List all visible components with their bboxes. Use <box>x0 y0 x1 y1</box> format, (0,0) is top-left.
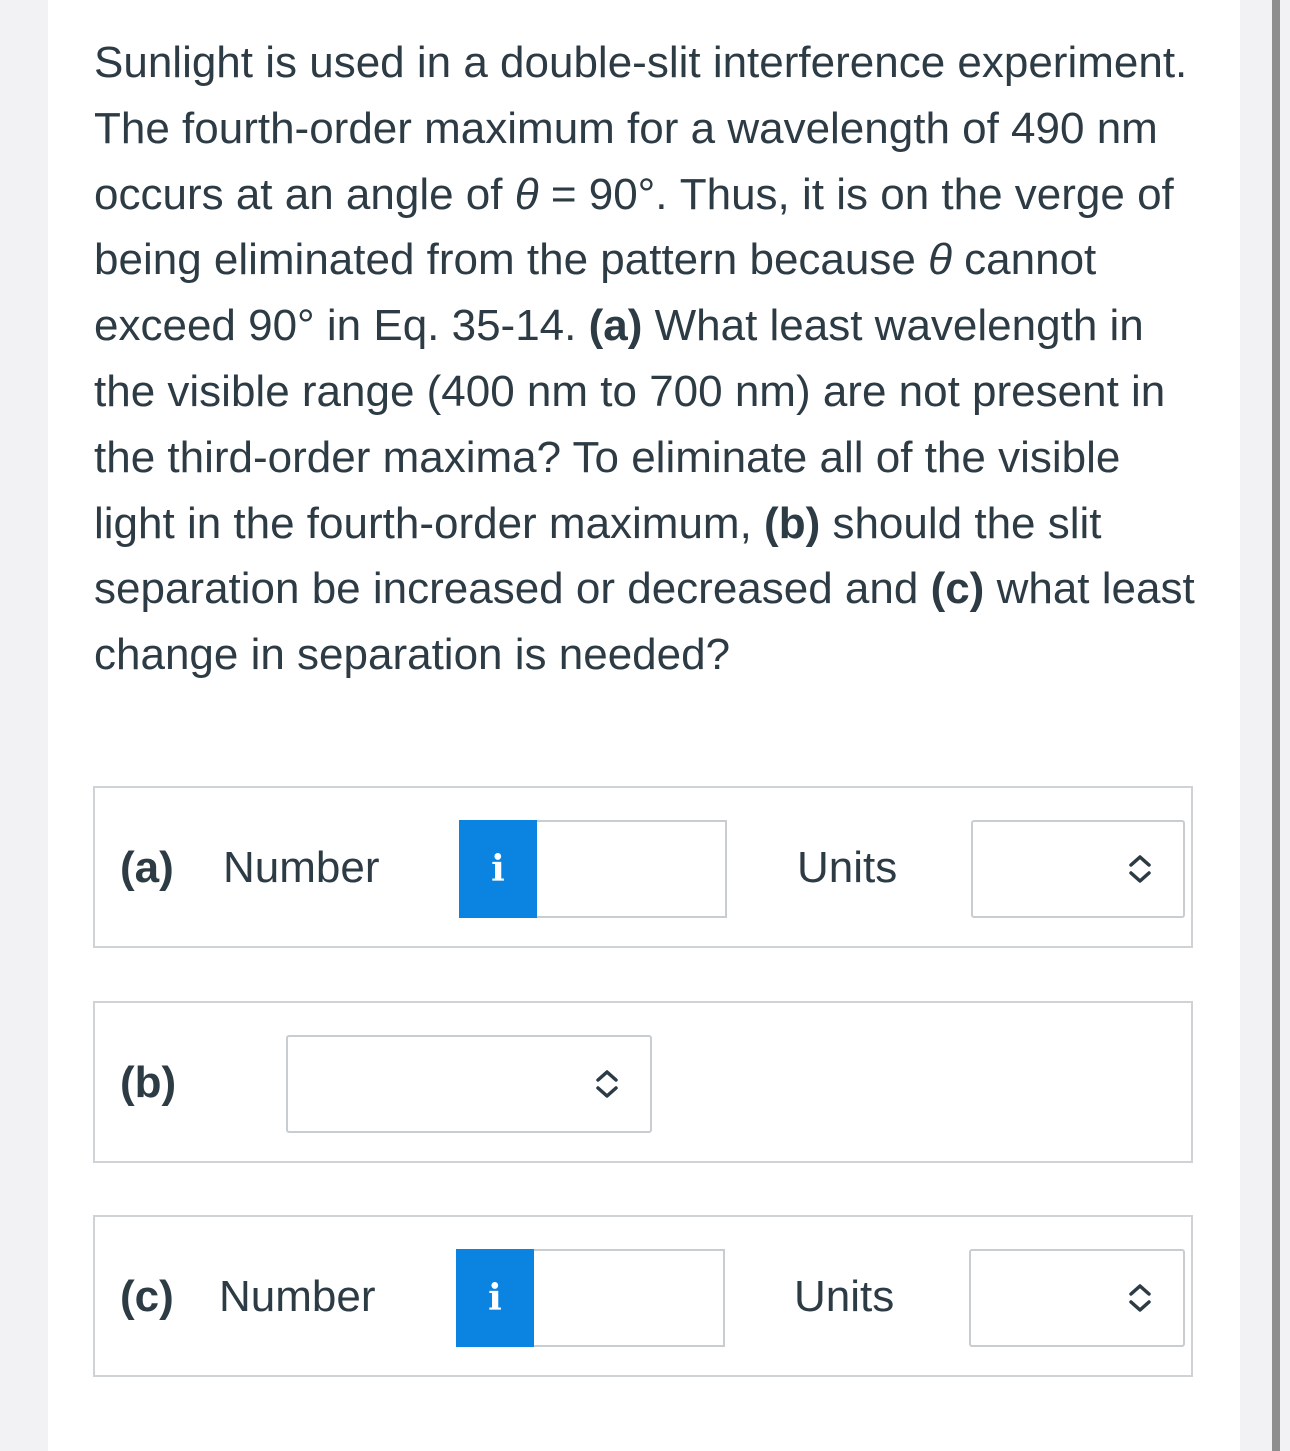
scrollbar[interactable] <box>1272 0 1280 1451</box>
question-part: cannot exceed 90° in Eq. 35-14. <box>94 235 1097 351</box>
question-part: What least wavelength in the visible range (400 nm to 700 nm) are not present in the third-order maxima? To eliminate all of the visible light in the fourth-order maximum, <box>94 301 1166 548</box>
question-part-b-label: (b) <box>764 498 821 548</box>
number-input-c[interactable] <box>534 1249 725 1347</box>
units-label: Units <box>797 843 898 892</box>
theta-symbol: θ <box>514 169 539 219</box>
units-label: Units <box>794 1272 895 1321</box>
theta-symbol: θ <box>928 235 952 285</box>
question-part: should the slit separation be increased or decreased and <box>94 498 1102 614</box>
part-c-label: (c) <box>120 1272 174 1321</box>
number-label: Number <box>223 843 380 892</box>
number-input-a[interactable] <box>537 820 727 918</box>
info-icon-button[interactable]: i <box>459 820 537 918</box>
question-part: what least change in separation is needed? <box>94 564 1195 680</box>
question-text <box>94 30 1204 688</box>
answer-part-c <box>93 1215 1193 1377</box>
question-part-c-label: (c) <box>930 564 985 614</box>
chevron-up-down-icon <box>1127 853 1153 885</box>
increase-decrease-select[interactable] <box>286 1035 652 1133</box>
answer-part-a <box>93 786 1193 948</box>
units-select-a[interactable] <box>971 820 1185 918</box>
question-part-a-label: (a) <box>588 301 643 351</box>
number-label: Number <box>219 1272 376 1321</box>
info-icon-button[interactable]: i <box>456 1249 534 1347</box>
question-part: Sunlight is used in a double-slit interference experiment. The fourth-order maximum for a wavelength of 490 nm occurs at an angle of <box>94 38 1188 219</box>
chevron-up-down-icon <box>594 1068 620 1100</box>
question-part: = 90°. Thus, it is on the verge of being eliminated from the pattern because <box>94 169 1174 285</box>
units-select-c[interactable] <box>969 1249 1185 1347</box>
question-card <box>48 0 1240 1451</box>
chevron-up-down-icon <box>1127 1282 1153 1314</box>
part-b-label: (b) <box>120 1058 177 1107</box>
part-a-label: (a) <box>120 843 174 892</box>
answer-part-b <box>93 1001 1193 1163</box>
